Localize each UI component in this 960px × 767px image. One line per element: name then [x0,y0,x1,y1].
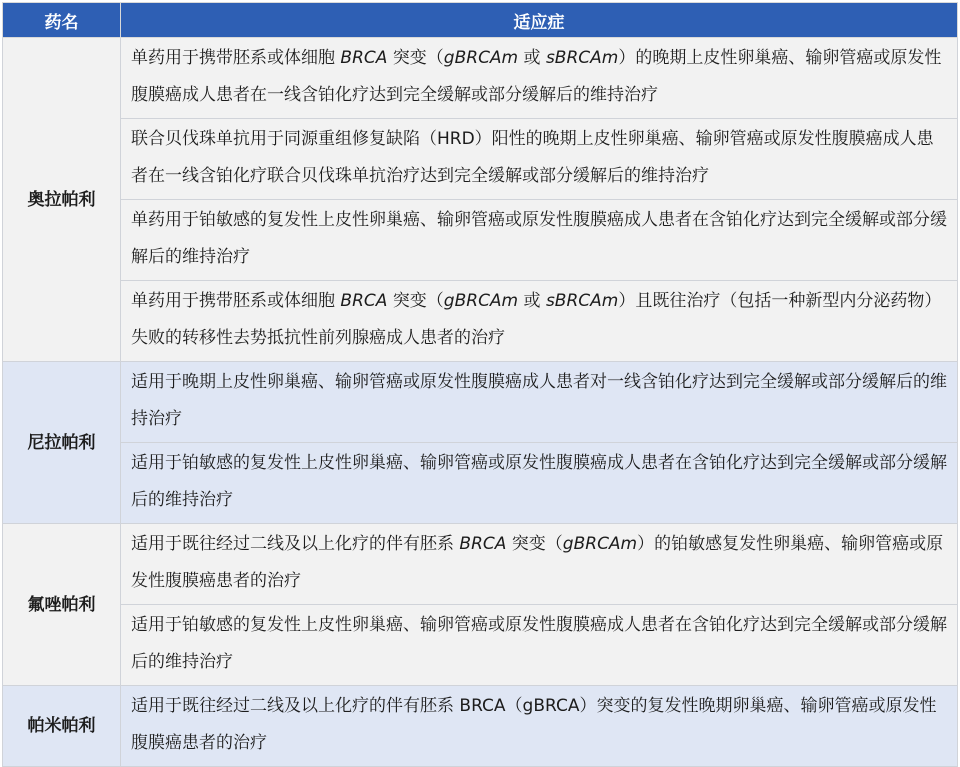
indication-gene-term: sBRCAm [545,291,619,311]
indication-gene-term: BRCA [459,534,507,554]
table-row [3,38,958,119]
indication-text: 联合贝伐珠单抗用于同源重组修复缺陷（HRD）阳性的晚期上皮性卵巢癌、输卵管癌或原发性腹膜癌成人患者在一线含铂化疗联合贝伐珠单抗治疗达到完全缓解或部分缓解后的维持治疗 [131,129,934,186]
indication-cell [121,524,958,605]
table-row [3,686,958,767]
table-row [3,362,958,443]
drug-name-cell: 尼拉帕利 [3,362,121,524]
drug-name-cell: 帕米帕利 [3,686,121,767]
indication-table [2,2,958,767]
indication-text: 适用于铂敏感的复发性上皮性卵巢癌、输卵管癌或原发性腹膜癌成人患者在含铂化疗达到完全缓解或部分缓解后的维持治疗 [131,453,947,510]
table-row [3,281,958,362]
indication-text: 适用于既往经过二线及以上化疗的伴有胚系 BRCA（gBRCA）突变的复发性晚期卵巢癌、输卵管癌或原发性腹膜癌患者的治疗 [131,696,937,753]
drug-name-cell: 氟唑帕利 [3,524,121,686]
drug-name-cell: 奥拉帕利 [3,38,121,362]
indication-text: 单药用于铂敏感的复发性上皮性卵巢癌、输卵管癌或原发性腹膜癌成人患者在含铂化疗达到完全缓解或部分缓解后的维持治疗 [131,210,947,267]
indication-text: 适用于晚期上皮性卵巢癌、输卵管癌或原发性腹膜癌成人患者对一线含铂化疗达到完全缓解或部分缓解后的维持治疗 [131,372,947,429]
table-header-row [3,3,958,38]
indication-text: ）且既往治疗（包括一种新型内分泌药物）失败的转移性去势抵抗性前列腺癌成人患者的治疗 [131,291,942,348]
indication-gene-term: gBRCAm [443,48,519,68]
table-body [3,38,958,767]
indication-text: 或 [518,48,546,68]
indication-cell [121,605,958,686]
indication-text: 适用于既往经过二线及以上化疗的伴有胚系 [131,534,460,554]
indication-gene-term: gBRCAm [562,534,638,554]
indication-cell [121,362,958,443]
indication-text: 单药用于携带胚系或体细胞 [131,48,341,68]
indication-cell [121,443,958,524]
indication-gene-term: gBRCAm [443,291,519,311]
indication-cell [121,281,958,362]
table-row [3,119,958,200]
table-row [3,605,958,686]
indication-text: 突变（ [387,48,444,68]
indication-text: 突变（ [387,291,444,311]
indication-gene-term: sBRCAm [545,48,619,68]
header-indication: 适应症 [121,3,958,38]
table-row [3,200,958,281]
indication-cell [121,38,958,119]
indication-text: 适用于铂敏感的复发性上皮性卵巢癌、输卵管癌或原发性腹膜癌成人患者在含铂化疗达到完全缓解或部分缓解后的维持治疗 [131,615,947,672]
indication-text: 单药用于携带胚系或体细胞 [131,291,341,311]
table-row [3,443,958,524]
indication-text: ）的铂敏感复发性卵巢癌、输卵管癌或原发性腹膜癌患者的治疗 [131,534,944,591]
indication-gene-term: BRCA [340,48,388,68]
header-drug-name: 药名 [3,3,121,38]
indication-cell [121,686,958,767]
indication-gene-term: BRCA [340,291,388,311]
indication-text: 或 [518,291,546,311]
indication-cell [121,200,958,281]
indication-text: ）的晚期上皮性卵巢癌、输卵管癌或原发性腹膜癌成人患者在一线含铂化疗达到完全缓解或部分缓解后的维持治疗 [131,48,942,105]
indication-text: 突变（ [506,534,563,554]
table-row [3,524,958,605]
indication-cell [121,119,958,200]
